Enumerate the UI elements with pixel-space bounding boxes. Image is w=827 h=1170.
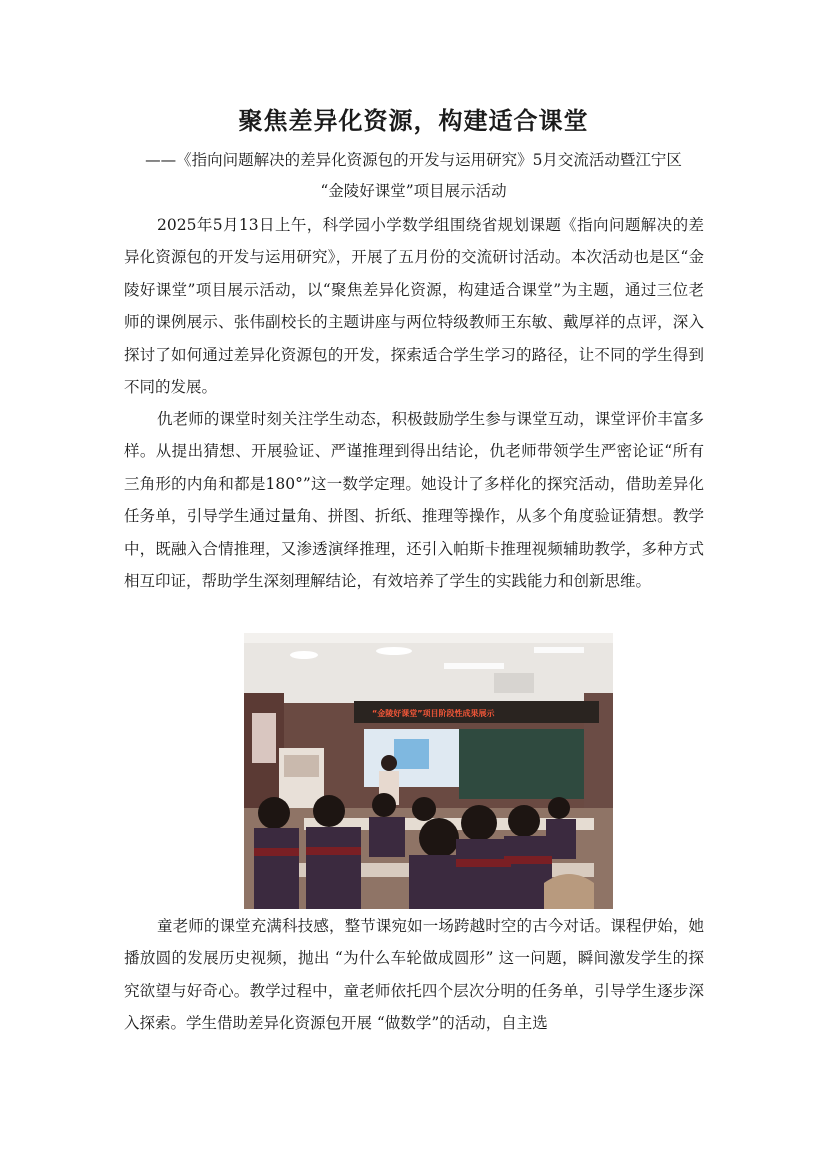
document-subtitle-line1: ——《指向问题解决的差异化资源包的开发与运用研究》5月交流活动暨江宁区	[145, 151, 682, 169]
classroom-photo-image	[244, 633, 613, 909]
classroom-photo	[244, 633, 613, 909]
banner-text: “金陵好课堂”项目阶段性成果展示	[372, 709, 495, 718]
paragraph-intro: 2025年5月13日上午，科学园小学数学组围绕省规划课题《指向问题解决的差异化资源包的开发与运用研究》，开展了五月份的交流研讨活动。本次活动也是区“金陵好课堂”项目展示活动，以“聚焦差异化资源，构建适合课堂”为主题，通过三位老师的课例展示、张伟副校长的主题讲座与两位特级教师王东敏、戴厚祥的点评，深入探讨了如何通过差异化资源包的开发，探索适合学生学习的路径，让不同的学生得到不同的发展。	[124, 216, 704, 397]
paragraph-qiu-lesson: 仇老师的课堂时刻关注学生动态，积极鼓励学生参与课堂互动，课堂评价丰富多样。从提出猜想、开展验证、严谨推理到得出结论，仇老师带领学生严密论证“所有三角形的内角和都是180°”这一数学定理。她设计了多样化的探究活动，借助差异化任务单，引导学生通过量角、拼图、折纸、推理等操作，从多个角度验证猜想。教学中，既融入合情推理，又渗透演绎推理，还引入帕斯卡推理视频辅助教学，多种方式相互印证，帮助学生深刻理解结论，有效培养了学生的实践能力和创新思维。	[124, 410, 704, 591]
document-title: 聚焦差异化资源，构建适合课堂	[238, 106, 589, 135]
document-subtitle-line2: “金陵好课堂”项目展示活动	[320, 182, 507, 200]
paragraph-tong-lesson: 童老师的课堂充满科技感，整节课宛如一场跨越时空的古今对话。课程伊始，她播放圆的发展历史视频，抛出 “为什么车轮做成圆形” 这一问题，瞬间激发学生的探究欲望与好奇心。教学过程中，童老师依托四个层次分明的任务单，引导学生逐步深入探索。学生借助差异化资源包开展 “做数学”的活动，自主选	[124, 917, 704, 1033]
